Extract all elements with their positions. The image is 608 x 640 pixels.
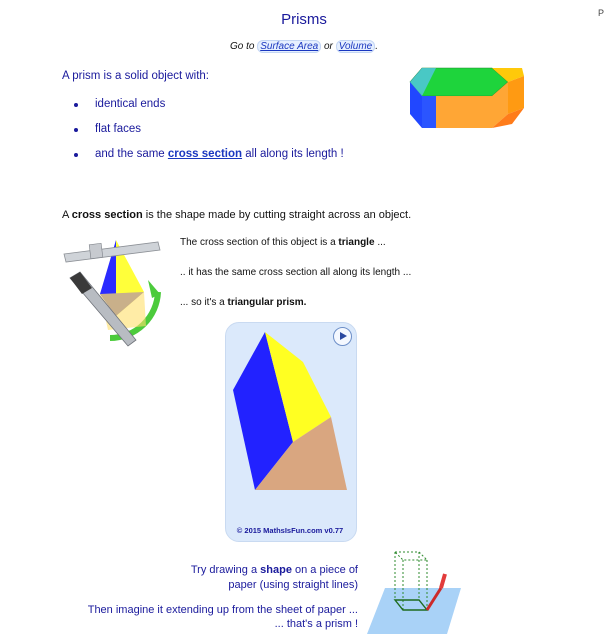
drawing-line-4: ... that's a prism !: [274, 618, 358, 630]
prism-properties-list: [62, 92, 344, 167]
triangle-explanation: [180, 237, 411, 327]
definition-term: cross section: [71, 209, 143, 221]
goto-suffix: .: [375, 41, 379, 52]
intro-text: A prism is a solid object with:: [62, 70, 210, 82]
list-item-text: flat faces: [95, 123, 142, 135]
play-button[interactable]: [333, 327, 352, 346]
hexagonal-prism-image: [408, 64, 526, 134]
goto-middle: or: [324, 41, 333, 52]
copyright-text: © 2015 MathsIsFun.com v0.77: [236, 526, 344, 535]
drawing-line-2: paper (using straight lines): [228, 579, 358, 591]
list-item-text: all along its length !: [245, 148, 344, 160]
drawing-line-1: [40, 563, 358, 577]
drawing-line-3: Then imagine it extending up from the sheet of paper ...: [87, 604, 358, 616]
triangle-word: triangle: [338, 237, 375, 248]
list-item: [62, 92, 344, 117]
list-item: [62, 142, 344, 167]
bullet-dot: [74, 103, 78, 107]
drawing-line-1-end: on a piece of: [295, 564, 358, 576]
triangle-line-1-text: The cross section of this object is a: [180, 237, 336, 248]
definition-prefix: A: [62, 209, 69, 221]
triangle-line-3-text: ... so it's a: [180, 297, 225, 308]
rotating-prism-image: [225, 322, 355, 522]
definition-rest: is the shape made by cutting straight across an object.: [145, 209, 412, 221]
bullet-dot: [74, 128, 78, 132]
goto-prefix: Go to: [229, 41, 255, 52]
cross-section-link[interactable]: cross section: [167, 148, 243, 160]
triangular-prism-term: triangular prism.: [227, 297, 307, 308]
drawing-line-1-text: Try drawing a: [190, 564, 258, 576]
paper-prism-drawing-image: [365, 544, 463, 634]
bullet-dot: [74, 153, 78, 157]
goto-line: [0, 41, 608, 52]
corner-label: P: [598, 8, 605, 18]
shape-word: shape: [260, 564, 292, 576]
triangle-line-2: .. it has the same cross section all along its length ...: [180, 267, 412, 278]
cross-section-definition: [62, 209, 411, 221]
list-item-text: identical ends: [95, 98, 166, 110]
list-item: [62, 117, 344, 142]
surface-area-link[interactable]: Surface Area: [257, 40, 321, 53]
page-title: Prisms: [281, 11, 327, 28]
triangular-prism-knife-image: [60, 236, 172, 348]
triangle-line-1-end: ...: [377, 237, 386, 248]
volume-link[interactable]: Volume: [336, 40, 376, 53]
list-item-text: and the same: [95, 148, 165, 160]
triangle-line-1: [180, 237, 411, 267]
